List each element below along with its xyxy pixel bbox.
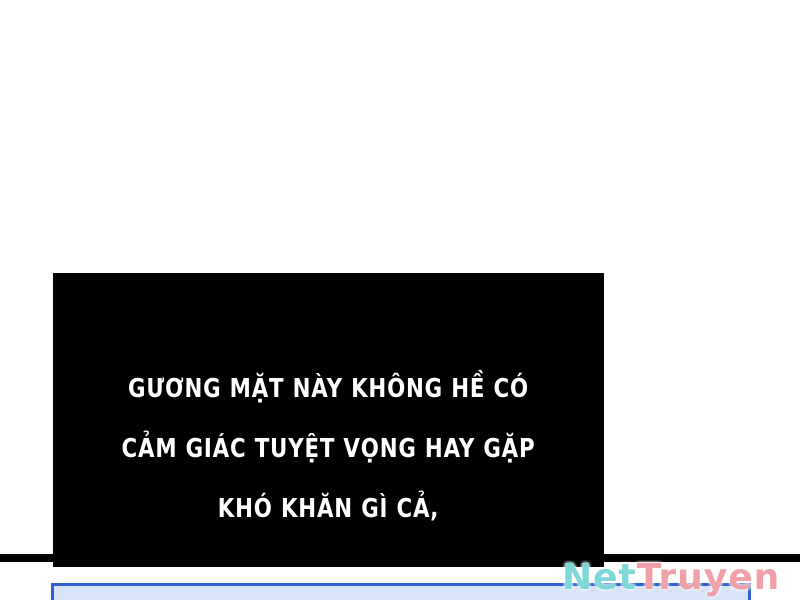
caption-box	[53, 273, 604, 567]
caption-text	[103, 359, 555, 539]
caption-line-1: GƯƠNG MẶT NÀY KHÔNG HỀ CÓ	[128, 374, 529, 404]
caption-line-3: KHÓ KHĂN GÌ CẢ,	[217, 494, 440, 524]
site-watermark	[562, 556, 800, 600]
watermark-part-2: Truyen	[636, 557, 781, 598]
watermark-part-1: Net	[562, 557, 637, 598]
panel-divider-left	[0, 554, 56, 562]
caption-line-2: CẢM GIÁC TUYỆT VỌNG HAY GẶP	[121, 434, 536, 464]
